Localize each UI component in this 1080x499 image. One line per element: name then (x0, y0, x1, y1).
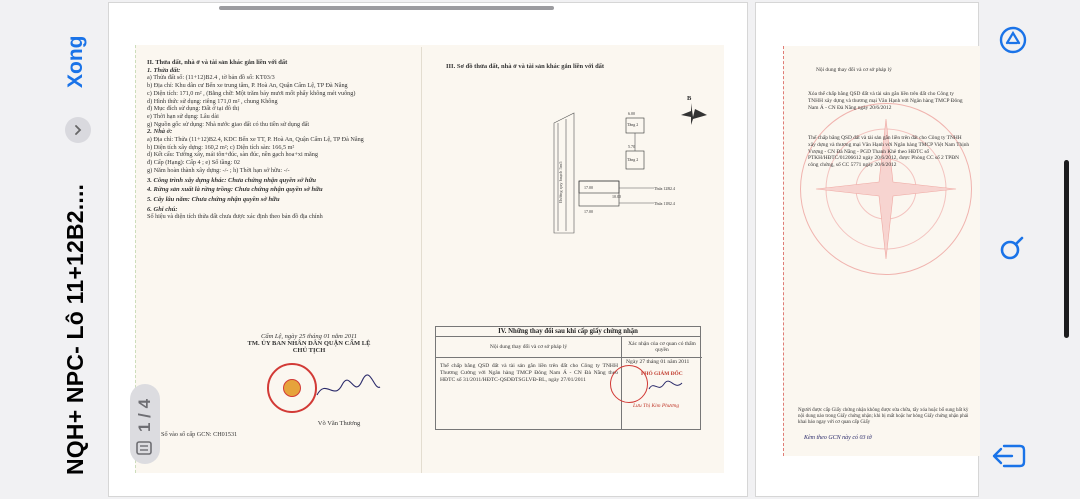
text-line: g) Nguồn gốc sử dụng: Nhà nước giao đất có thu tiền sử dụng đất (147, 120, 310, 128)
text-line: d) Hình thức sử dụng: riêng 171,0 m² , chung Không (147, 97, 278, 105)
confirm-signature (646, 377, 686, 395)
text-line: đ) Cấp (Hạng): Cấp 4 ; e) Số tầng: 02 (147, 159, 240, 167)
changes-col1-header: Nội dung thay đổi và cơ sở pháp lý (436, 337, 622, 358)
document-page-1[interactable] (108, 2, 748, 497)
lot-b-label: Thửa 11B2.4 (654, 201, 675, 206)
signature-block (229, 333, 389, 354)
confirm-role: PHÓ GIÁM ĐỐC (641, 371, 683, 377)
book-number: Số vào sổ cấp GCN: CH01531 (161, 431, 238, 438)
sign-org: TM. ỦY BAN NHÂN DÂN QUẬN CẨM LỆ (247, 340, 371, 347)
road-label: Đường quy hoạch 5m5 (558, 161, 563, 203)
floor-label: Tầng 2 (627, 122, 639, 127)
changes-title: IV. Những thay đổi sau khi cấp giấy chứng nhận (436, 327, 700, 337)
north-arrow-icon (679, 95, 709, 127)
north-label: B (687, 95, 692, 102)
share-icon[interactable] (990, 440, 1030, 472)
pages-icon (135, 439, 153, 457)
confirm-date: Ngày 27 tháng 01 năm 2011 (626, 359, 690, 365)
floor-label-2: Tầng 2 (627, 157, 639, 162)
text-line: đ) Mục đích sử dụng: Đất ở tại đô thị (147, 105, 240, 113)
confirm-name: Lưu Thị Kim Phương (633, 403, 680, 409)
signer-name: Võ Văn Thương (317, 420, 361, 427)
changes-table (435, 326, 701, 430)
document-page-2[interactable] (755, 2, 979, 497)
diagram-title: III. Sơ đồ thửa đất, nhà ở và tài sản khác gắn liền với đất (446, 63, 605, 70)
dim-label-4: 5.70 (628, 144, 635, 149)
text-line: c) Diện tích: 171,0 m² , (Bằng chữ: Một trăm bảy mươi mốt phẩy không mét vuông) (147, 89, 356, 97)
text-line: 3. Công trình xây dựng khác: Chưa chứng nhận quyền sở hữu (147, 176, 316, 184)
text-line: 2. Nhà ở: (147, 128, 173, 136)
section-heading: II. Thửa đất, nhà ở và tài sản khác gắn liền với đất (147, 59, 288, 66)
signature-scribble (314, 373, 384, 403)
text-line: b) Địa chỉ: Khu dân cư Bến xe trung tâm, P. Hoà An, Quận Cẩm Lệ, TP Đà Nẵng (147, 82, 348, 90)
vertical-scrollbar[interactable] (1064, 160, 1069, 338)
chevron-right-icon[interactable] (65, 117, 91, 143)
p2-entry-1: Xóa thế chấp bằng QSD đất và tài sản gắn liền trên đất cho Công ty TNHH xây dựng và thương mại Văn Hạnh với Ngân hàng TMCP Đông Nam Á - CN Đà Nẵng ngày 20/6/2012 (808, 91, 963, 111)
text-line: g) Năm hoàn thành xây dựng: -/- ; h) Thời hạn sở hữu: -/- (147, 166, 290, 174)
changes-col2-header: Xác nhận của cơ quan có thẩm quyền (622, 337, 702, 358)
dim-label-5: 10.00 (612, 194, 621, 199)
official-seal (267, 363, 317, 413)
p2-col-header: Nội dung thay đổi và cơ sở pháp lý (816, 67, 892, 73)
text-line: e) Thời hạn sử dụng: Lâu dài (147, 112, 219, 120)
text-line: a) Thửa đất số: (11+12)B2.4 , tờ bản đồ số: KT03/3 (147, 74, 275, 82)
done-button[interactable]: Xong (64, 35, 87, 88)
text-line: 4. Rừng sản xuất là rừng trồng: Chưa chứng nhận quyền sở hữu (147, 186, 323, 194)
dim-label-3: 6.00 (628, 111, 635, 116)
change-entry: Thế chấp bằng QSD đất và tài sản gắn liền trên đất cho Công ty TNHH Thương Cường với Ngân hàng TMCP Đông Nam Á - CN Đà Nẵng theo HĐTC số 31/2011/HĐTC-QSDĐTSGLVĐ-BL, ngày 27/01/2011 (440, 363, 618, 383)
text-line: b) Diện tích xây dựng: 160,2 m²; c) Diện tích sàn: 166,5 m² (147, 143, 295, 151)
watermark-compass (800, 103, 972, 275)
document-title: NQH+ NPC- Lô 11+12B2.... (62, 183, 88, 475)
dim-label: 17.00 (584, 185, 593, 190)
horizontal-scroll-thumb[interactable] (219, 6, 554, 10)
text-line: 6. Ghi chú: (147, 205, 178, 213)
sign-date: Cẩm Lệ, ngày 25 tháng 01 năm 2011 (261, 333, 357, 340)
p2-handwritten-note: Kèm theo GCN này có 03 tờ (804, 435, 872, 441)
text-line: Số hiệu và diện tích thửa đất chưa được xác định theo bản đồ địa chính (147, 213, 323, 221)
confirm-seal (610, 365, 648, 403)
markup-icon[interactable] (998, 25, 1028, 55)
lot-a-label: Thửa 12B2.4 (654, 186, 676, 191)
dim-label-2: 17.00 (584, 209, 593, 214)
right-toolbar (980, 0, 1080, 499)
p2-entry-2: Thế chấp bằng QSD đất và tài sản gắn liền trên đất cho Công ty TNHH xây dựng và thương mại Văn Hạnh với Ngân hàng TMCP Việt Nam Thịnh Vượng - CN Đà Nẵng - PGD Thanh Khê theo HĐTC số PTKH/HĐTC/01206612 ngày 20/6/2012, được Phòng CC số 2 TPĐN công chứng, số CC 5771 ngày 20/6/2012 (808, 135, 970, 169)
text-line: a) Địa chỉ: Thửa (11+12)B2.4, KDC Bến xe TT, P. Hoà An, Quận Cẩm Lệ, TP Đà Nẵng (147, 136, 364, 144)
left-toolbar (0, 0, 108, 499)
sign-role: CHỦ TỊCH (292, 347, 326, 354)
text-line: 1. Thửa đất: (147, 66, 181, 74)
page-fold (421, 47, 422, 473)
text-line: d) Kết cấu: Tường xây, mái tôn+đúc, sàn đúc, nền gạch hoa+xi măng (147, 151, 318, 159)
text-line: 5. Cây lâu năm: Chưa chứng nhận quyền sở hữu (147, 195, 280, 203)
search-icon[interactable] (998, 233, 1028, 263)
page-indicator-text: 1 / 4 (135, 398, 154, 432)
p2-note: Người được cấp Giấy chứng nhận không được sửa chữa, tẩy xóa hoặc bổ sung bất kỳ nội dung nào trong Giấy chứng nhận; khi bị mất hoặc hư hỏng Giấy chứng nhận phải khai báo ngay với cơ quan cấp Giấy (798, 408, 969, 426)
land-info-section (147, 59, 364, 221)
